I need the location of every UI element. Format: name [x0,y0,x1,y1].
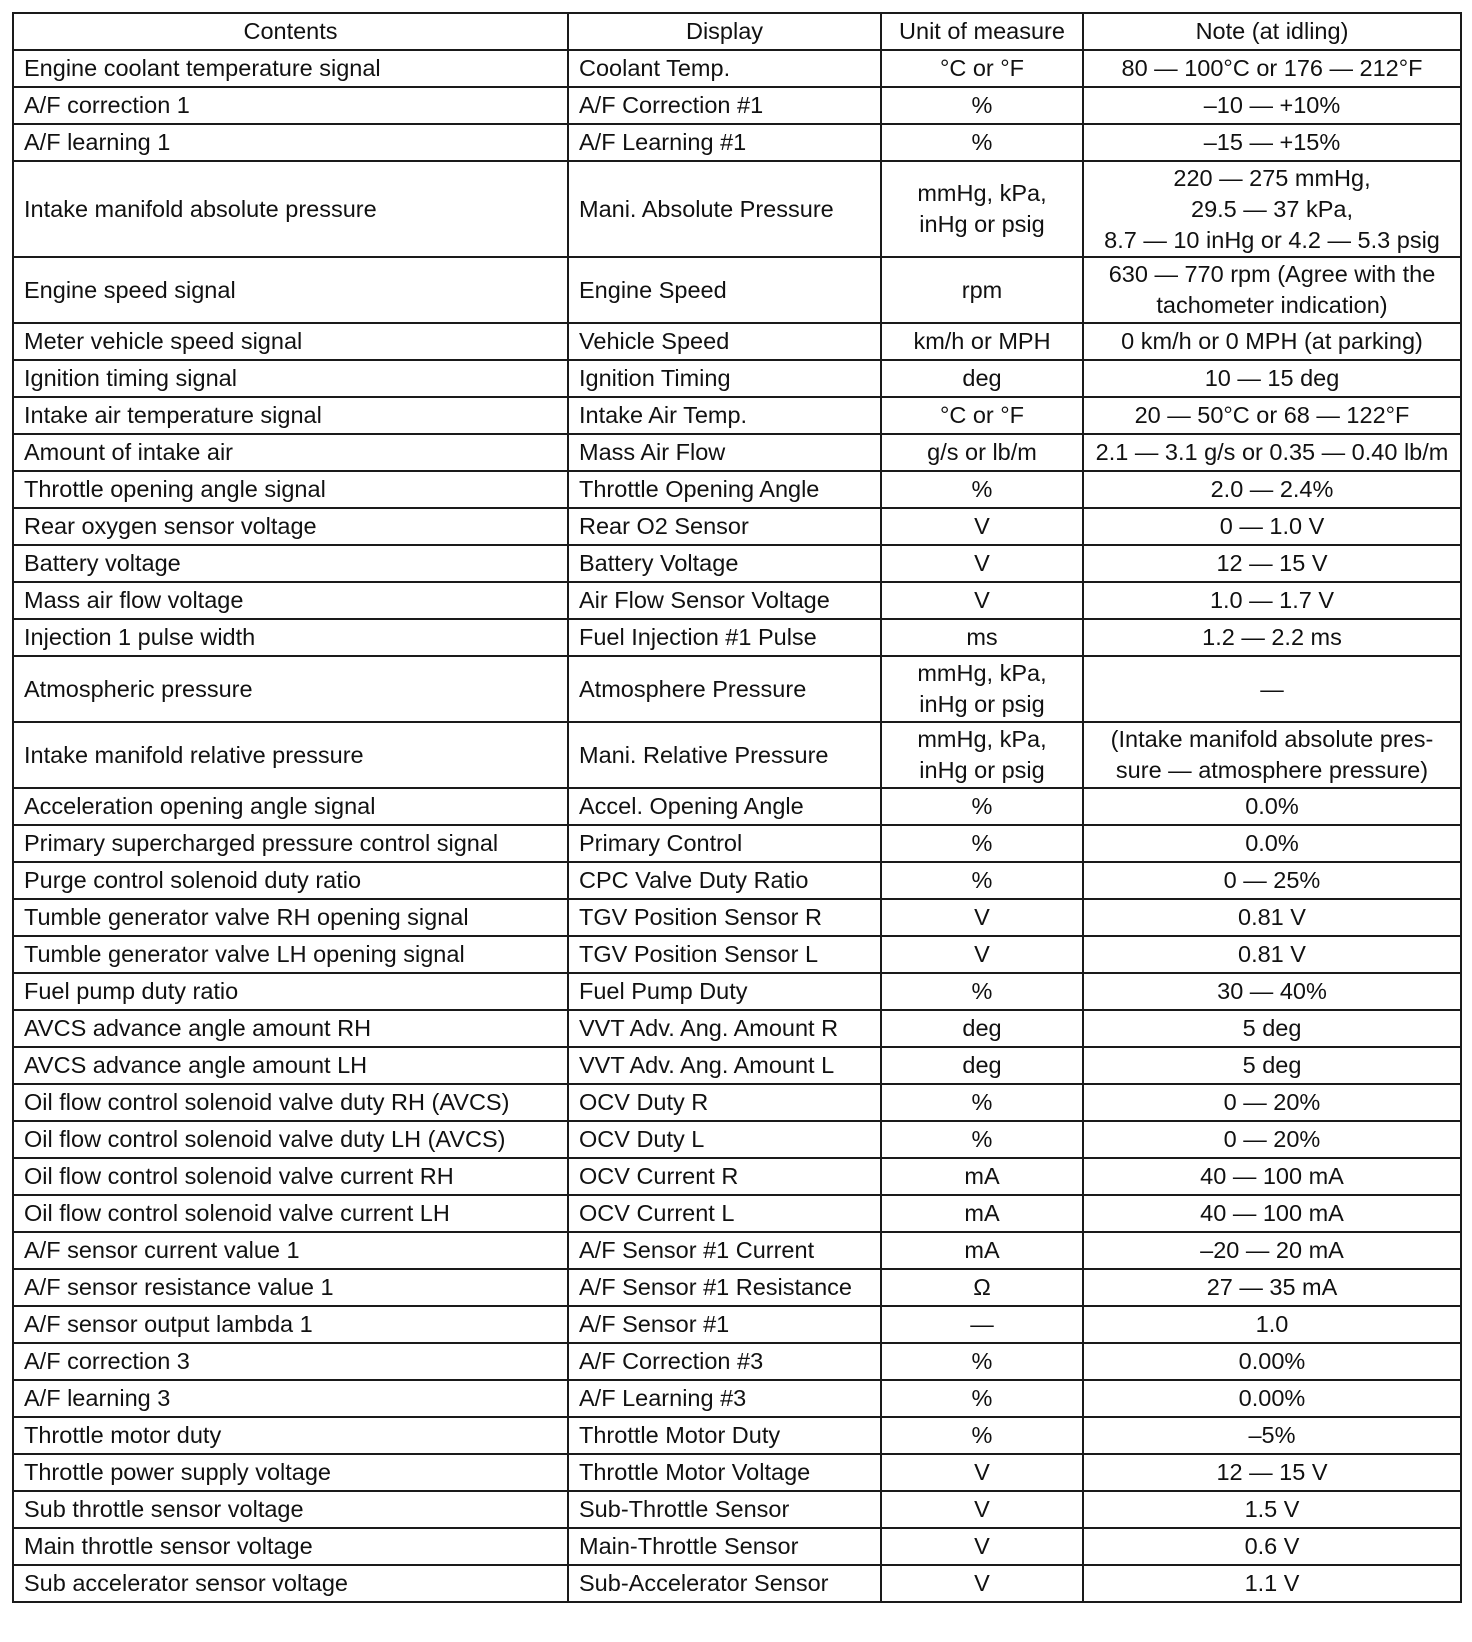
cell-contents: Mass air flow voltage [13,582,568,619]
cell-display: A/F Sensor #1 Resistance [568,1269,881,1306]
cell-unit: mA [881,1232,1083,1269]
cell-unit: V [881,936,1083,973]
cell-display: Engine Speed [568,257,881,323]
cell-contents: A/F sensor output lambda 1 [13,1306,568,1343]
cell-contents: Oil flow control solenoid valve duty LH (AVCS) [13,1121,568,1158]
table-row [13,1047,1461,1084]
header-contents: Contents [13,13,568,50]
cell-note: 220 — 275 mmHg, 29.5 — 37 kPa, 8.7 — 10 inHg or 4.2 — 5.3 psig [1083,161,1461,257]
cell-contents: Engine speed signal [13,257,568,323]
cell-note: 2.0 — 2.4% [1083,471,1461,508]
table-row [13,899,1461,936]
cell-note: –5% [1083,1417,1461,1454]
cell-unit: °C or °F [881,397,1083,434]
cell-contents: Engine coolant temperature signal [13,50,568,87]
cell-display: Sub-Accelerator Sensor [568,1565,881,1602]
cell-display: VVT Adv. Ang. Amount R [568,1010,881,1047]
cell-display: Atmosphere Pressure [568,656,881,722]
cell-unit: °C or °F [881,50,1083,87]
cell-display: A/F Learning #3 [568,1380,881,1417]
cell-contents: Oil flow control solenoid valve current RH [13,1158,568,1195]
cell-display: VVT Adv. Ang. Amount L [568,1047,881,1084]
table-row [13,1306,1461,1343]
cell-note: 40 — 100 mA [1083,1195,1461,1232]
cell-unit: km/h or MPH [881,323,1083,360]
cell-note: 0 — 1.0 V [1083,508,1461,545]
header-display: Display [568,13,881,50]
cell-unit: mmHg, kPa, inHg or psig [881,161,1083,257]
cell-note: 0.0% [1083,825,1461,862]
cell-contents: Oil flow control solenoid valve duty RH (AVCS) [13,1084,568,1121]
cell-contents: Ignition timing signal [13,360,568,397]
cell-display: A/F Sensor #1 [568,1306,881,1343]
table-row [13,1417,1461,1454]
header-note: Note (at idling) [1083,13,1461,50]
cell-unit: V [881,508,1083,545]
cell-display: Mani. Relative Pressure [568,722,881,788]
table-row [13,936,1461,973]
cell-display: Sub-Throttle Sensor [568,1491,881,1528]
cell-contents: Primary supercharged pressure control signal [13,825,568,862]
cell-unit: Ω [881,1269,1083,1306]
cell-display: Fuel Injection #1 Pulse [568,619,881,656]
cell-contents: AVCS advance angle amount LH [13,1047,568,1084]
cell-unit: — [881,1306,1083,1343]
cell-contents: Throttle power supply voltage [13,1454,568,1491]
cell-display: CPC Valve Duty Ratio [568,862,881,899]
cell-contents: A/F correction 1 [13,87,568,124]
cell-note: –20 — 20 mA [1083,1232,1461,1269]
table-row [13,788,1461,825]
cell-contents: Fuel pump duty ratio [13,973,568,1010]
cell-display: OCV Current L [568,1195,881,1232]
cell-note: 10 — 15 deg [1083,360,1461,397]
cell-display: Coolant Temp. [568,50,881,87]
cell-display: Rear O2 Sensor [568,508,881,545]
table-row [13,161,1461,257]
cell-note: 40 — 100 mA [1083,1158,1461,1195]
cell-display: Main-Throttle Sensor [568,1528,881,1565]
header-row [13,13,1461,50]
table-row [13,1010,1461,1047]
table-row [13,124,1461,161]
cell-unit: mA [881,1195,1083,1232]
cell-unit: % [881,788,1083,825]
data-monitor-table [12,12,1462,1603]
cell-note: 1.5 V [1083,1491,1461,1528]
cell-display: Vehicle Speed [568,323,881,360]
cell-note: 0.6 V [1083,1528,1461,1565]
cell-display: OCV Duty L [568,1121,881,1158]
cell-note: 27 — 35 mA [1083,1269,1461,1306]
cell-unit: mmHg, kPa, inHg or psig [881,656,1083,722]
cell-unit: V [881,1565,1083,1602]
cell-unit: % [881,825,1083,862]
cell-contents: Sub accelerator sensor voltage [13,1565,568,1602]
table-row [13,825,1461,862]
cell-unit: V [881,899,1083,936]
table-row [13,545,1461,582]
cell-note: 5 deg [1083,1010,1461,1047]
cell-unit: V [881,545,1083,582]
cell-unit: mA [881,1158,1083,1195]
cell-note: 12 — 15 V [1083,1454,1461,1491]
table-row [13,582,1461,619]
cell-display: Air Flow Sensor Voltage [568,582,881,619]
table-row [13,862,1461,899]
cell-note: 0.0% [1083,788,1461,825]
cell-unit: % [881,862,1083,899]
table-row [13,360,1461,397]
table-row [13,1232,1461,1269]
cell-contents: Intake manifold relative pressure [13,722,568,788]
cell-contents: Throttle opening angle signal [13,471,568,508]
cell-note: (Intake manifold absolute pres- sure — atmosphere pressure) [1083,722,1461,788]
cell-display: OCV Current R [568,1158,881,1195]
cell-note: — [1083,656,1461,722]
cell-unit: % [881,1343,1083,1380]
cell-unit: rpm [881,257,1083,323]
cell-note: 0.00% [1083,1380,1461,1417]
cell-unit: % [881,1121,1083,1158]
table-row [13,1380,1461,1417]
cell-display: TGV Position Sensor L [568,936,881,973]
cell-unit: % [881,124,1083,161]
cell-unit: deg [881,360,1083,397]
cell-note: 80 — 100°C or 176 — 212°F [1083,50,1461,87]
cell-note: 20 — 50°C or 68 — 122°F [1083,397,1461,434]
cell-unit: V [881,1454,1083,1491]
table-row [13,1158,1461,1195]
cell-note: 1.1 V [1083,1565,1461,1602]
cell-note: 0 — 20% [1083,1084,1461,1121]
cell-note: 1.0 — 1.7 V [1083,582,1461,619]
cell-contents: Tumble generator valve RH opening signal [13,899,568,936]
cell-contents: Purge control solenoid duty ratio [13,862,568,899]
cell-display: A/F Sensor #1 Current [568,1232,881,1269]
cell-unit: mmHg, kPa, inHg or psig [881,722,1083,788]
cell-contents: A/F sensor resistance value 1 [13,1269,568,1306]
cell-display: A/F Learning #1 [568,124,881,161]
table-row [13,50,1461,87]
cell-unit: % [881,471,1083,508]
table-row [13,1269,1461,1306]
cell-unit: ms [881,619,1083,656]
cell-unit: % [881,1417,1083,1454]
cell-contents: A/F learning 3 [13,1380,568,1417]
cell-contents: Sub throttle sensor voltage [13,1491,568,1528]
cell-note: 2.1 — 3.1 g/s or 0.35 — 0.40 lb/m [1083,434,1461,471]
cell-contents: Tumble generator valve LH opening signal [13,936,568,973]
table-row [13,619,1461,656]
cell-unit: V [881,1491,1083,1528]
cell-unit: % [881,973,1083,1010]
cell-unit: V [881,1528,1083,1565]
cell-contents: Intake air temperature signal [13,397,568,434]
cell-display: Fuel Pump Duty [568,973,881,1010]
table-row [13,434,1461,471]
cell-note: 0.00% [1083,1343,1461,1380]
cell-contents: Oil flow control solenoid valve current LH [13,1195,568,1232]
cell-contents: Injection 1 pulse width [13,619,568,656]
cell-display: Mass Air Flow [568,434,881,471]
cell-unit: % [881,87,1083,124]
cell-display: Primary Control [568,825,881,862]
cell-unit: deg [881,1047,1083,1084]
cell-contents: Atmospheric pressure [13,656,568,722]
table-row [13,1343,1461,1380]
cell-note: 630 — 770 rpm (Agree with the tachometer indication) [1083,257,1461,323]
table-row [13,1195,1461,1232]
cell-contents: Rear oxygen sensor voltage [13,508,568,545]
cell-contents: Throttle motor duty [13,1417,568,1454]
cell-note: 1.2 — 2.2 ms [1083,619,1461,656]
cell-note: 0 — 20% [1083,1121,1461,1158]
cell-unit: V [881,582,1083,619]
cell-contents: Main throttle sensor voltage [13,1528,568,1565]
table-row [13,87,1461,124]
table-body [13,50,1461,1602]
cell-contents: A/F sensor current value 1 [13,1232,568,1269]
table-row [13,656,1461,722]
header-unit: Unit of measure [881,13,1083,50]
cell-contents: Amount of intake air [13,434,568,471]
table-row [13,323,1461,360]
cell-contents: Battery voltage [13,545,568,582]
table-row [13,1491,1461,1528]
cell-note: 1.0 [1083,1306,1461,1343]
cell-display: Intake Air Temp. [568,397,881,434]
cell-contents: A/F correction 3 [13,1343,568,1380]
cell-display: TGV Position Sensor R [568,899,881,936]
table-row [13,1565,1461,1602]
cell-note: –10 — +10% [1083,87,1461,124]
cell-display: Battery Voltage [568,545,881,582]
table-header [13,13,1461,50]
cell-display: Accel. Opening Angle [568,788,881,825]
table-row [13,1084,1461,1121]
cell-note: 0 — 25% [1083,862,1461,899]
cell-unit: % [881,1380,1083,1417]
cell-display: Mani. Absolute Pressure [568,161,881,257]
cell-unit: % [881,1084,1083,1121]
cell-note: 0.81 V [1083,899,1461,936]
cell-note: 12 — 15 V [1083,545,1461,582]
cell-note: 0 km/h or 0 MPH (at parking) [1083,323,1461,360]
cell-contents: A/F learning 1 [13,124,568,161]
cell-unit: deg [881,1010,1083,1047]
table-row [13,1528,1461,1565]
cell-contents: AVCS advance angle amount RH [13,1010,568,1047]
cell-contents: Intake manifold absolute pressure [13,161,568,257]
table-row [13,722,1461,788]
cell-note: –15 — +15% [1083,124,1461,161]
cell-display: A/F Correction #1 [568,87,881,124]
table-row [13,1454,1461,1491]
cell-note: 0.81 V [1083,936,1461,973]
cell-display: Ignition Timing [568,360,881,397]
table-row [13,508,1461,545]
cell-display: Throttle Motor Duty [568,1417,881,1454]
table-row [13,397,1461,434]
table-row [13,471,1461,508]
table-row [13,257,1461,323]
cell-contents: Acceleration opening angle signal [13,788,568,825]
cell-display: Throttle Motor Voltage [568,1454,881,1491]
cell-display: OCV Duty R [568,1084,881,1121]
cell-unit: g/s or lb/m [881,434,1083,471]
cell-contents: Meter vehicle speed signal [13,323,568,360]
cell-display: Throttle Opening Angle [568,471,881,508]
table-row [13,973,1461,1010]
table-row [13,1121,1461,1158]
cell-note: 30 — 40% [1083,973,1461,1010]
cell-note: 5 deg [1083,1047,1461,1084]
cell-display: A/F Correction #3 [568,1343,881,1380]
